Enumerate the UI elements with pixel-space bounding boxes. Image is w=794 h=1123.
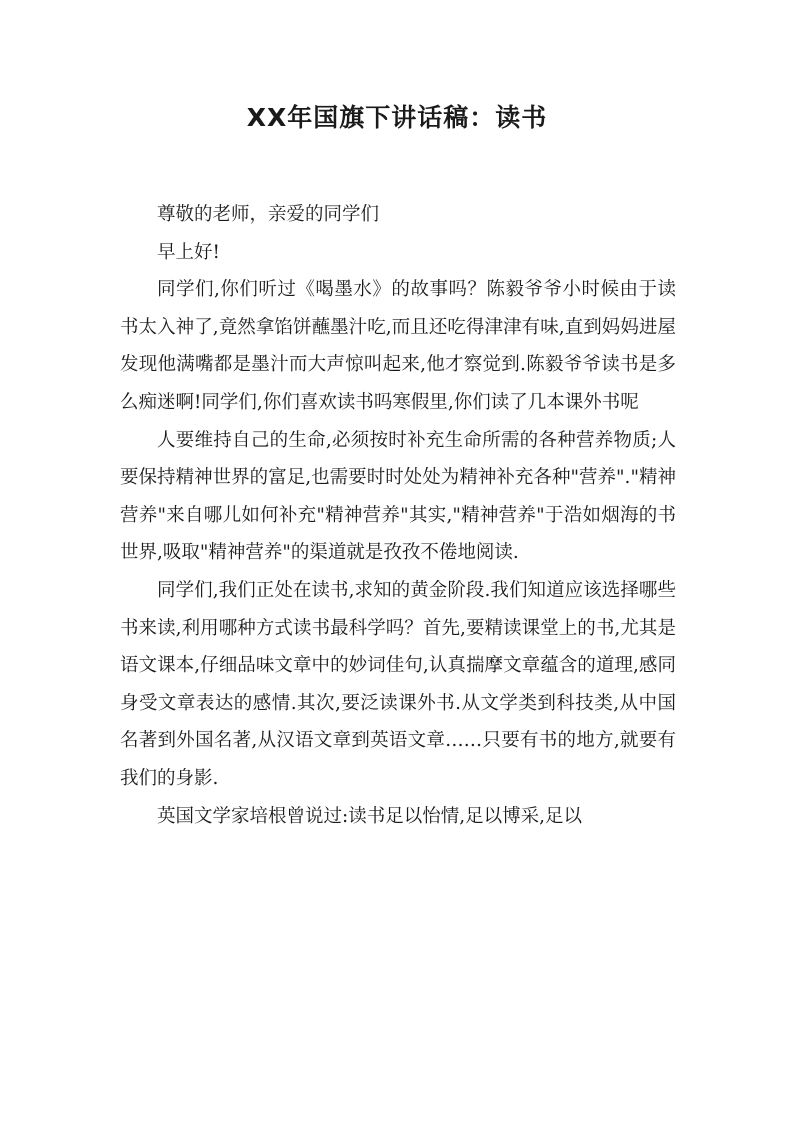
- paragraph-story: 同学们,你们听过《喝墨水》的故事吗？陈毅爷爷小时候由于读书太入神了,竟然拿馅饼蘸墨汁吃,而且还吃得津津有味,直到妈妈进屋发现他满嘴都是墨汁而大声惊叫起来,他才察觉到.陈毅爷爷读书是多么痴迷啊!同学们,你们喜欢读书吗寒假里,你们读了几本课外书呢: [120, 279, 676, 413]
- paragraph-greeting: 早上好!: [157, 241, 220, 263]
- paragraph-salutation: 尊敬的老师，亲爱的同学们: [157, 204, 380, 225]
- paragraph-methods: 同学们,我们正处在读书,求知的黄金阶段.我们知道应该选择哪些书来读,利用哪种方式读书最科学吗？首先,要精读课堂上的书,尤其是语文课本,仔细品味文章中的妙词佳句,认真揣摩文章蕴含的道理,感同身受文章表达的感情.其次,要泛读课外书.从文学类到科技类,从中国名著到外国名著,从汉语文章到英语文章……只要有书的地方,就要有我们的身影.: [120, 579, 676, 789]
- paragraph-nutrition: 人要维持自己的生命,必须按时补充生命所需的各种营养物质;人要保持精神世界的富足,也需要时时处处为精神补充各种"营养"."精神营养"来自哪儿如何补充"精神营养"其实,"精神营养"于浩如烟海的书世界,吸取"精神营养"的渠道就是孜孜不倦地阅读.: [120, 429, 676, 564]
- paragraph-bacon-quote: 英国文学家培根曾说过:读书足以怡情,足以博采,足以: [157, 805, 582, 827]
- document-title: XX年国旗下讲话稿：读书: [246, 103, 548, 132]
- document-body: [120, 196, 676, 835]
